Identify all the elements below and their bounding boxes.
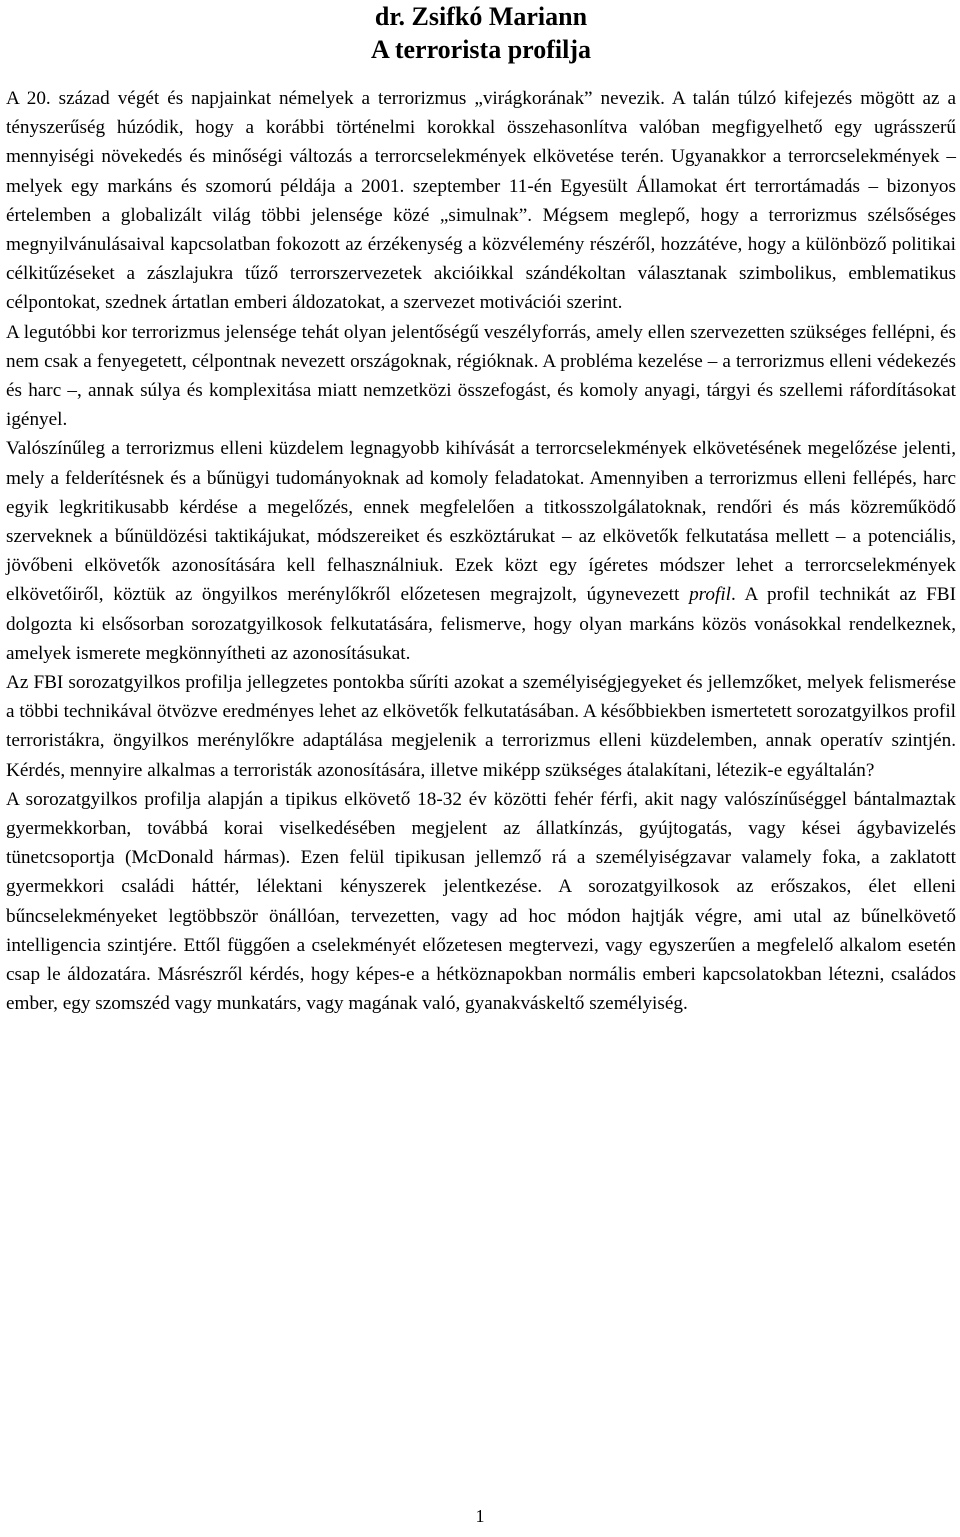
paragraph-3-text-after: . A profil technikát az FBI dolgozta ki elsősorban sorozatgyilkosok felkutatására, felismerve, hogy olyan markáns közös vonásokkal rendelkeznek, amelyek ismerete megkönnyítheti az azonosításukat. [6, 584, 956, 664]
paragraph-1: A 20. század végét és napjainkat némelyek a terrorizmus „virágkorának” nevezik. A talán túlzó kifejezés mögött az a tényszerűség húzódik, hogy a korábbi történelmi korokkal összehasonlítva valóban megfigyelhető egy ugrásszerű mennyiségi növekedés és minőségi változás a terrorcselekmények elkövetése terén. Ugyanakkor a terrorcselekmények – melyek egy markáns és szomorú példája a 2001. szeptember 11-én Egyesült Államokat ért terrortámadás – bizonyos értelemben a globalizált világ többi jelensége közé „simulnak”. Mégsem meglepő, hogy a terrorizmus szélsőséges megnyilvánulásaival kapcsolatban fokozott az érzékenység a közvélemény részéről, hozzátéve, hogy a különböző politikai célkitűzéseket a zászlajukra tűző terrorszervezetek akcióikkal szándékoltan választanak szimbolikus, emblematikus célpontokat, szednek ártatlan emberi áldozatokat, a szervezet motivációi szerint. [6, 88, 956, 314]
title-block [6, 0, 956, 84]
profil-emphasis: profil [689, 584, 731, 606]
author-name: dr. Zsifkó Mariann [374, 2, 588, 31]
paragraph-5: A sorozatgyilkos profilja alapján a tipikus elkövető 18-32 év közötti fehér férfi, akit nagy valószínűséggel bántalmaztak gyermekkorban, továbbá korai viselkedésében megjelent az állatkínzás, gyújtogatás, vagy kései ágybavizelés tünetcsoportja (McDonald hármas). Ezen felül tipikusan jellemző rá a személyiségzavar valamely foka, a zaklatott gyermekkori családi háttér, lélektani kényszerek jelentkezése. A sorozatgyilkosok az erőszakos, élet elleni bűncselekményeket legtöbbször önállóan, tervezetten, vagy ad hoc módon hajtják végre, ami utal az bűnelkövető intelligencia szintjére. Ettől függően a cselekményét előzetesen megtervezi, vagy egyszerűen a megfelelő alkalom esetén csap le áldozatára. Másrészről kérdés, hogy képes-e a hétköznapokban normális emberi kapcsolatokban létezni, családos ember, egy szomszéd vagy munkatárs, vagy magának való, gyanakváskeltő személyiség. [6, 788, 956, 1015]
paragraph-3-text-before: Valószínűleg a terrorizmus elleni küzdelem legnagyobb kihívását a terrorcselekmények elkövetésének megelőzése jelenti, mely a felderítésnek és a bűnügyi tudományoknak ad komoly feladatokat. Amennyiben a terrorizmus elleni fellépés, harc egyik legkritikusabb kérdése a megelőzés, ennek megfelelően a titkosszolgálatoknak, rendőri és más közreműködő szerveknek a bűnüldözési taktikájukat, módszereiket és eszköztárukat – az elkövetők felkutatása mellett – a potenciális, jövőbeni elkövetők azonosítására kell felhasználniuk. Ezek közt egy ígéretes módszer lehet a terrorcselekmények elkövetőiről, köztük az öngyilkos merénylőkről előzetesen megrajzolt, úgynevezett [6, 438, 956, 606]
page-number: 1 [475, 1506, 485, 1526]
document-page [6, 0, 956, 1019]
paragraph-4: Az FBI sorozatgyilkos profilja jellegzetes pontokba sűríti azokat a személyiségjegyeket és jellemzőket, melyek felismerése a többi technikával ötvözve eredményes lehet az elkövetők felkutatásában. A későbbiekben ismertetett sorozatgyilkos profil terroristákra, öngyilkos merénylőkre adaptálása megjelenik a terrorizmus elleni küzdelemben, annak operatív szintjén. Kérdés, mennyire alkalmas a terroristák azonosítására, illetve miképp szükséges átalakítani, létezik-e egyáltalán? [6, 672, 956, 781]
paragraph-2: A legutóbbi kor terrorizmus jelensége tehát olyan jelentőségű veszélyforrás, amely ellen szervezetten szükséges fellépni, és nem csak a fenyegetett, célpontnak nevezett országoknak, régióknak. A probléma kezelése – a terrorizmus elleni védekezés és harc –, annak súlya és komplexitása miatt nemzetközi összefogást, és komoly anyagi, tárgyi és szellemi ráfordításokat igényel. [6, 321, 956, 431]
paragraph-3 [6, 434, 956, 668]
document-title: A terrorista profilja [371, 35, 591, 64]
